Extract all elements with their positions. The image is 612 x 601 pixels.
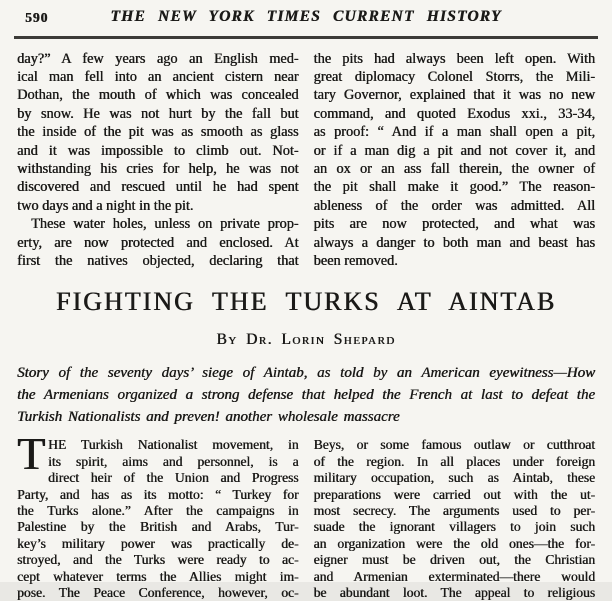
top-article-left-column — [17, 50, 299, 271]
text-line: an organization were the old ones—the for- — [313, 535, 595, 551]
text-line: key’s military power was practically de- — [17, 535, 299, 551]
text-line: Beys, or some famous outlaw or cutthroat — [313, 437, 595, 453]
article-byline: By Dr. Lorin Shepard — [216, 331, 396, 349]
text-line: always a danger to both man and beast has — [313, 234, 595, 251]
text-line: ableness of the order was admitted. All — [313, 197, 595, 214]
text-line: of the region. In all places under foreign — [313, 453, 595, 469]
text-line: as proof: “ And if a man shall open a pit, — [313, 124, 595, 141]
header-rule — [14, 36, 598, 39]
text-line: preparations were carried out with the ut- — [313, 486, 595, 502]
page-number: 590 — [25, 10, 49, 25]
article-summary — [17, 362, 595, 428]
text-line: Story of the seventy days’ siege of Aintab, as told by an American eyewitness—How — [17, 365, 595, 382]
text-line: great diplomacy Colonel Storrs, the Mili- — [313, 68, 595, 85]
text-line: an ox or an ass fall therein, the owner of — [313, 160, 595, 177]
article-body — [17, 428, 595, 601]
text-line: been removed. — [313, 252, 398, 269]
top-article — [17, 50, 595, 271]
text-line: pits are now protected, and what was — [313, 216, 595, 233]
text-line: direct heir of the Union and Progress — [48, 470, 299, 486]
journal-title: THE NEW YORK TIMES CURRENT HISTORY — [110, 8, 502, 25]
text-line: be abundant loot. The appeal to religious — [313, 585, 595, 601]
article-headline: FIGHTING THE TURKS AT AINTAB — [55, 287, 557, 317]
text-line: by snow. He was not hurt by the fall but — [17, 105, 299, 122]
text-line: military occupation, such as Aintab, these — [313, 470, 595, 486]
text-line: Palestine by the British and Arabs, Tur- — [17, 519, 299, 535]
text-line: its spirit, aims and personnel, is a — [48, 453, 299, 469]
body-left-column — [17, 428, 299, 601]
text-line: and it was impossible to climb out. Not- — [17, 142, 299, 159]
text-line: command, and quoted Exodus xxi., 33-34, — [313, 105, 595, 122]
top-article-right-column — [314, 50, 596, 271]
body-right-column — [314, 437, 596, 601]
text-line: Turkish Nationalists and preven! another wholesale massacre — [17, 409, 400, 426]
drop-cap: T — [17, 428, 46, 480]
text-line: the pits had always been left open. With — [313, 50, 595, 67]
text-line: Dothan, the mouth of which was concealed — [17, 87, 299, 104]
text-line: cept whatever terms the Allies might im- — [17, 568, 299, 584]
text-line: eigner must be driven out, the Christian — [313, 552, 595, 568]
page-header — [17, 8, 595, 30]
text-line: erty, are now protected and enclosed. At — [17, 234, 299, 251]
text-line: two days and a night in the pit. — [17, 197, 194, 214]
text-line: Party, and has as its motto: “ Turkey for — [17, 486, 299, 502]
text-line: or if a man dig a pit and not cover it, and — [313, 142, 595, 159]
text-line: ical man fell into an ancient cistern near — [17, 68, 299, 85]
text-line: discovered and rescued until he had spent — [17, 179, 299, 196]
text-line: These water holes, unless on private prop- — [31, 216, 299, 233]
body-left-lines — [17, 428, 299, 601]
text-line: the inside of the pit was as smooth as glass — [17, 124, 299, 141]
text-line: the Turks alone.” After the campaigns in — [17, 503, 299, 518]
text-line: day?” A few years ago an English med- — [17, 50, 299, 67]
text-line: the pit shall make it good.” The reason- — [313, 179, 595, 196]
text-line: the Armenians organized a strong defense that helped the French at last to defeat the — [17, 387, 595, 404]
text-line: most secrecy. The arguments used to per- — [313, 503, 595, 518]
text-line: first the natives objected, declaring that — [17, 252, 299, 269]
text-line: HE Turkish Nationalist movement, in — [48, 437, 299, 453]
text-line: withstanding his cries for help, he was not — [17, 160, 299, 177]
text-line: suade the ignorant villagers to join such — [313, 519, 595, 535]
text-line: and Armenian exterminated—there would — [313, 568, 595, 584]
text-line: tary Governor, explained that it was no new — [313, 87, 595, 104]
text-line: pose. The Peace Conference, however, oc- — [17, 585, 299, 601]
text-line: stroyed, and the Turks were ready to ac- — [17, 552, 299, 568]
